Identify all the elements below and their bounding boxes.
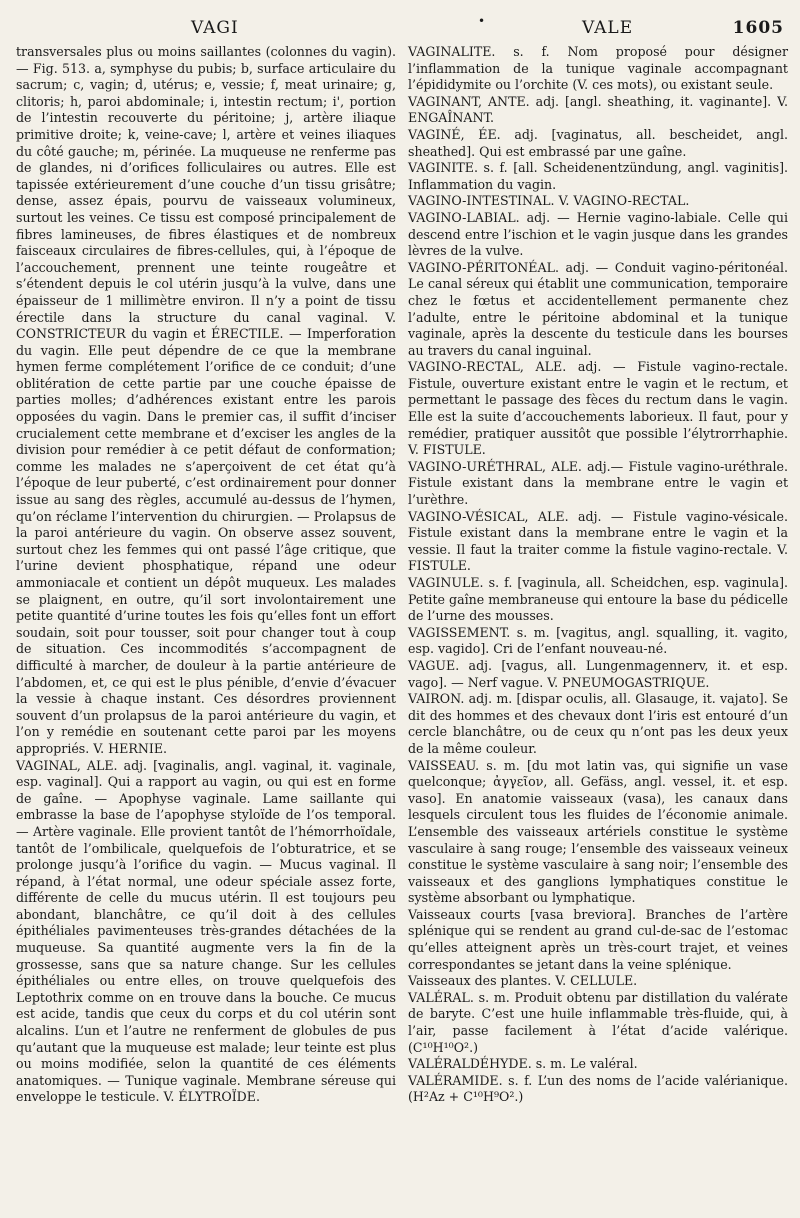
entry-vagino-labial: VAGINO-LABIAL. adj. — Hernie vagino-labiale. Celle qui descend entre l’ischion et le vagin jusque dans les grandes lèvres de la vulve. [408,209,788,259]
entry-vagine: VAGINÉ, ÉE. adj. [vaginatus, all. bescheidet, angl. sheathed]. Qui est embrassé par une gaîne. [408,126,788,159]
left-column [16,44,396,1106]
entry-vague: VAGUE. adj. [vagus, all. Lungenmagennerv, it. et esp. vago]. — Nerf vague. V. PNEUMOGASTRIQUE. [408,657,788,690]
entry-vagissement: VAGISSEMENT. s. m. [vagitus, angl. squalling, it. vagito, esp. vagido]. Cri de l’enfant nouveau-né. [408,624,788,657]
running-header [16,14,788,44]
header-dot: • [478,14,487,28]
right-column [408,44,788,1106]
header-left-word: VAGI [191,18,239,38]
entry-vagino-vesical: VAGINO-VÉSICAL, ALE. adj. — Fistule vagino-vésicale. Fistule existant dans la membrane entre le vagin et la vessie. Il faut la traiter comme la fistule vagino-rectale. V. FISTULE. [408,508,788,574]
entry-vaisseaux-courts: Vaisseaux courts [vasa breviora]. Branches de l’artère splénique qui se rendent au grand cul-de-sac de l’estomac qu’elles atteignent après un très-court trajet, et veines correspondantes se jetant dans la veine splénique. [408,906,788,972]
entry-vairon: VAIRON. adj. m. [dispar oculis, all. Glasauge, it. vajato]. Se dit des hommes et des chevaux dont l’iris est entouré d’un cercle blanchâtre, ou de ceux qu n’ont pas les deux yeux de la même couleur. [408,691,788,756]
entry-vaginalite: VAGINALITE. s. f. Nom proposé pour désigner l’inflammation de la tunique vaginale accompagnant l’épididymite ou l’orchite (V. ces mots), ou existant seule. [408,44,788,93]
entry-vagino-intestinal: VAGINO-INTESTINAL. V. VAGINO-RECTAL. [408,193,690,209]
entry-vaisseau: VAISSEAU. s. m. [du mot latin vas, qui signifie un vase quelconque; ἀγγεῖον, all. Gefäss, angl. vessel, it. et esp. vaso]. En anatomie vaisseaux (vasa), les canaux dans lesquels circulent tous les fluides de l’économie animale. L’ensemble des vaisseaux artériels constitue le système vasculaire à sang rouge; l’ensemble des vaisseaux veineux constitue le système vasculaire à sang noir; l’ensemble des vaisseaux et des ganglions lymphatiques constitue le système absorbant ou lymphatique. [408,757,788,906]
entry-valeral: VALÉRAL. s. m. Produit obtenu par distillation du valérate de baryte. C’est une huile inflammable très-fluide, qui, à l’air, passe facilement à l’état d’acide valérique. (C¹⁰H¹⁰O².) [408,989,788,1055]
entry-valeraldehyde: VALÉRALDÉHYDE. s. m. Le valéral. [408,1056,638,1072]
entry-vagino-urethral: VAGINO-URÉTHRAL, ALE. adj.— Fistule vagino-uréthrale. Fistule existant dans la membrane entre le vagin et l’urèthre. [408,458,788,508]
entry-valeramide: VALÉRAMIDE. s. f. L’un des noms de l’acide valérianique. (H²Az + C¹⁰H⁹O².) [408,1072,788,1105]
entry-vagino-peritoneal: VAGINO-PÉRITONÉAL. adj. — Conduit vagino-péritonéal. Le canal séreux qui établit une communication, temporaire chez le fœtus et accidentellement permanente chez l’adulte, entre le péritoine abdominal et la tunique vaginale, après la descente du testicule dans les bourses au travers du canal inguinal. [408,259,788,358]
entry-vaginite: VAGINITE. s. f. [all. Scheidenentzündung, angl. vaginitis]. Inflammation du vagin. [408,160,788,192]
entry-vaginal: VAGINAL, ALE. adj. [vaginalis, angl. vaginal, it. vaginale, esp. vaginal]. Qui a rapport au vagin, ou qui est en forme de gaîne. — Apophyse vaginale. Lame saillante qui embrasse la base de l’apophyse styloïde de l’os temporal. — Artère vaginale. Elle provient tantôt de l’hémorrhoïdale, tantôt de l’ombilicale, quelquefois de l’obturatrice, et se prolonge jusqu’à l’orifice du vagin. — Mucus vaginal. Il répand, à l’état normal, une odeur spéciale assez forte, différente de celle du mucus utérin. Il est toujours peu abondant, blanchâtre, ce qu’il doit à des cellules épithéliales pavimenteuses très-grandes détachées de la muqueuse. Sa quantité augmente vers la fin de la grossesse, sans que sa nature change. Sur les cellules épithéliales ou entre elles, on trouve quelquefois des Leptothrix comme on en trouve dans la bouche. Ce mucus est acide, tandis que ceux du corps et du col utérin sont alcalins. L’un et l’autre ne renferment de globules de pus qu’autant que la muqueuse est malade; leur teinte est plus ou moins modifiée, selon la quantité de ces éléments anatomiques. — Tunique vaginale. Membrane séreuse qui enveloppe le testicule. V. ÉLYTROÏDE. [16,757,396,1105]
two-column-body [16,44,788,1106]
entry-vaisseaux-des-plantes: Vaisseaux des plantes. V. CELLULE. [408,973,638,989]
entry-vaginule: VAGINULE. s. f. [vaginula, all. Scheidchen, esp. vaginula]. Petite gaîne membraneuse qui entoure la base du pédicelle de l’urne des mousses. [408,575,788,624]
header-right-word: VALE [582,18,634,38]
entry-vaginant: VAGINANT, ANTE. adj. [angl. sheathing, it. vaginante]. V. ENGAÎNANT. [408,93,788,126]
entry-vagino-rectal: VAGINO-RECTAL, ALE. adj. — Fistule vagino-rectale. Fistule, ouverture existant entre le vagin et le rectum, et permettant le passage des fèces du rectum dans le vagin. Elle est la suite d’accouchements laborieux. Il faut, pour y remédier, pratiquer aussitôt que possible l’élytrorrhaphie. V. FISTULE. [408,359,788,458]
entry-vagin-continued: transversales plus ou moins saillantes (colonnes du vagin). — Fig. 513. a, symphyse du pubis; b, surface articulaire du sacrum; c, vagin; d, utérus; e, vessie; f, meat urinaire; g, clitoris; h, paroi abdominale; i, intestin rectum; i', portion de l’intestin recouverte du péritoine; j, artère iliaque primitive droite; k, veine-cave; l, artère et veines iliaques du côté gauche; m, périnée. La muqueuse ne renferme pas de glandes, ni d’orifices folliculaires ou autres. Elle est tapissée extérieurement d’une couche d’un tissu grisâtre; dense, assez épais, pourvu de vaisseaux volumineux, surtout les veines. Ce tissu est composé principalement de fibres lamineuses, de fibres élastiques et de nombreux faisceaux circulaires de fibres-cellules, qui, à l’époque de l’accouchement, prennent une teinte rougeâtre et s’étendent depuis le col utérin jusqu’à la vulve, dans une épaisseur de 1 millimètre environ. Il n’y a point de tissu érectile dans la structure du canal vaginal. V. CONSTRICTEUR du vagin et ÉRECTILE. — Imperforation du vagin. Elle peut dépendre de ce que la membrane hymen ferme complétement l’orifice de ce conduit; d’une oblitération de cette partie par une couche épaisse de parties molles; d’adhérences existant entre les parois opposées du vagin. Dans le premier cas, il suffit d’inciser crucialement cette membrane et d’exciser les angles de la division pour remédier à ce petit défaut de conformation; comme les malades ne s’aperçoivent de cet état qu’à l’époque de leur puberté, c’est ordinairement pour donner issue au sang des règles, accumulé au-dessus de l’hymen, qu’on réclame l’intervention du chirurgien. — Prolapsus de la paroi antérieure du vagin. On observe assez souvent, surtout chez les femmes qui ont passé l’âge critique, que l’urine devient phosphatique, répand une odeur ammoniacale et contient un dépôt muqueux. Les malades se plaignent, en outre, qu’il sort involontairement une petite quantité d’urine toutes les fois qu’elles font un effort soudain, soit pour tousser, soit pour changer tout à coup de situation. Ces incommodités s’accompagnent de difficulté à marcher, de douleur à la partie antérieure de l’abdomen, et, ce qui est le plus pénible, d’envie d’évacuer la vessie à chaque instant. Ces désordres proviennent souvent d’un prolapsus de la paroi antérieure du vagin, et l’on y remédie en soutenant cette paroi par les moyens appropriés. V. HERNIE. [16,44,396,756]
page-number: 1605 [732,18,784,38]
